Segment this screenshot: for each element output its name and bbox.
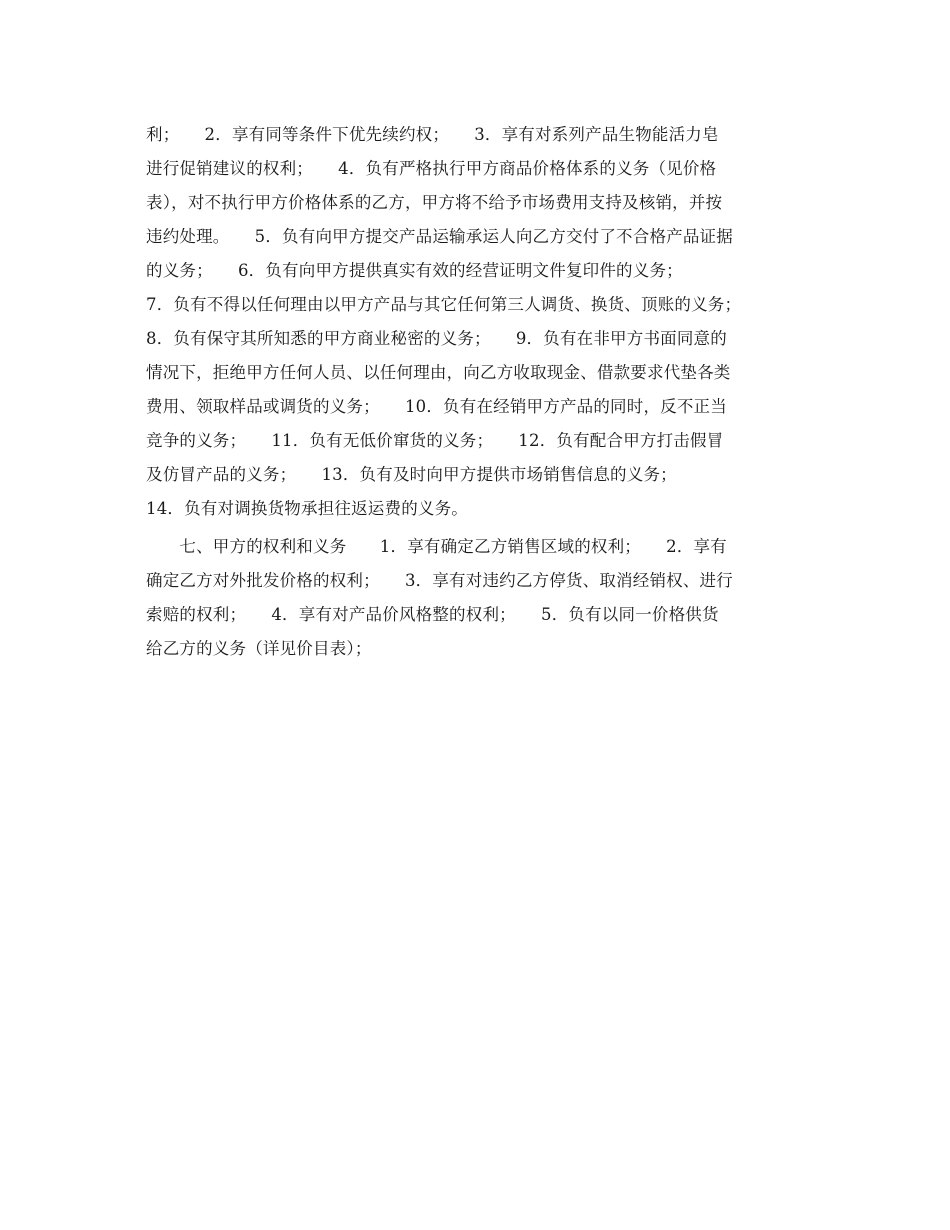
text-line: 8．负有保守其所知悉的甲方商业秘密的义务； 9．负有在非甲方书面同意的 [146,329,727,348]
text-line: 情况下，拒绝甲方任何人员、以任何理由，向乙方收取现金、借款要求代垫各类 [146,363,731,382]
text-line: 利； 2．享有同等条件下优先续约权； 3．享有对系列产品生物能活力皂 [146,125,719,144]
text-line: 7．负有不得以任何理由以甲方产品与其它任何第三人调货、换货、顶账的义务； [146,295,742,314]
text-line: 违约处理。 5．负有向甲方提交产品运输承运人向乙方交付了不合格产品证据 [146,227,733,246]
text-line: 的义务； 6．负有向甲方提供真实有效的经营证明文件复印件的义务； [146,261,683,280]
section-heading-line: 七、甲方的权利和义务 1．享有确定乙方销售区域的权利； 2．享有 [146,537,727,556]
contract-text-body [146,118,816,666]
text-line: 表），对不执行甲方价格体系的乙方，甲方将不给予市场费用支持及核销，并按 [146,193,723,212]
text-line: 费用、领取样品或调货的义务； 10．负有在经销甲方产品的同时，反不正当 [146,397,727,416]
text-line: 给乙方的义务（详见价目表）； [146,639,372,658]
text-line: 及仿冒产品的义务； 13．负有及时向甲方提供市场销售信息的义务； [146,465,677,484]
text-line: 确定乙方对外批发价格的权利； 3．享有对违约乙方停货、取消经销权、进行 [146,571,733,590]
text-line: 竞争的义务； 11．负有无低价窜货的义务； 12．负有配合甲方打击假冒 [146,431,724,450]
text-line: 14．负有对调换货物承担往返运费的义务。 [146,499,468,518]
text-line: 索赔的权利； 4．享有对产品价风格整的权利； 5．负有以同一价格供货 [146,605,719,624]
text-line: 进行促销建议的权利； 4．负有严格执行甲方商品价格体系的义务（见价格 [146,159,717,178]
